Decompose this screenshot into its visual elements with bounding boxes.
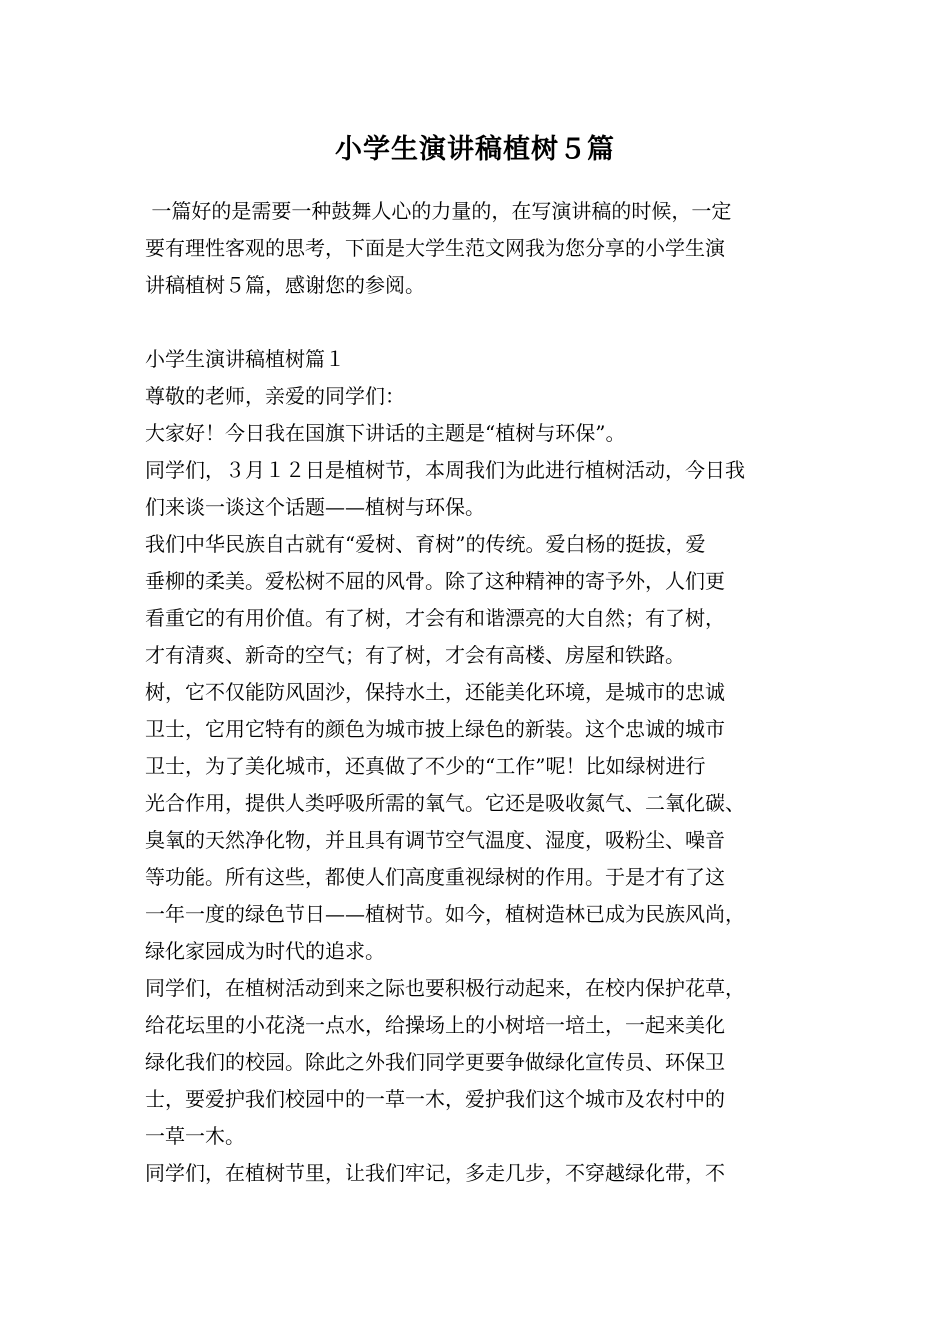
body-line: 看重它的有用价值。有了树，才会有和谐漂亮的大自然；有了树， (145, 606, 725, 630)
body-line: 树，它不仅能防风固沙，保持水土，还能美化环境，是城市的忠诚 (145, 680, 725, 704)
body-line: 大家好！今日我在国旗下讲话的主题是“植树与环保”。 (145, 421, 626, 445)
body-line: 我们中华民族自古就有“爱树、育树”的传统。爱白杨的挺拔，爱 (145, 532, 706, 556)
body-line: 卫士，为了美化城市，还真做了不少的“工作”呢！比如绿树进行 (145, 754, 706, 778)
body-line: 光合作用，提供人类呼吸所需的氧气。它还是吸收氮气、二氧化碳、 (145, 791, 745, 815)
body-line: 卫士，它用它特有的颜色为城市披上绿色的新装。这个忠诚的城市 (145, 717, 725, 741)
body-line: 士，要爱护我们校园中的一草一木，爱护我们这个城市及农村中的 (145, 1087, 725, 1111)
body-line: 臭氧的天然净化物，并且具有调节空气温度、湿度，吸粉尘、噪音 (145, 828, 725, 852)
intro-line: 一篇好的是需要一种鼓舞人心的力量的，在写演讲稿的时候，一定 (145, 199, 732, 223)
body-line: 一年一度的绿色节日——植树节。如今，植树造林已成为民族风尚， (145, 902, 745, 926)
intro-line: 要有理性客观的思考，下面是大学生范文网我为您分享的小学生演 (145, 236, 725, 260)
body-line: 等功能。所有这些，都使人们高度重视绿树的作用。于是才有了这 (145, 865, 725, 889)
body-line: 同学们，在植树节里，让我们牢记，多走几步，不穿越绿化带，不 (145, 1161, 725, 1185)
body-line: 们来谈一谈这个话题——植树与环保。 (145, 495, 485, 519)
body-line: 才有清爽、新奇的空气；有了树，才会有高楼、房屋和铁路。 (145, 643, 685, 667)
body-line: 尊敬的老师，亲爱的同学们： (145, 384, 405, 408)
body-line: 一草一木。 (145, 1124, 245, 1148)
body-line: 垂柳的柔美。爱松树不屈的风骨。除了这种精神的寄予外，人们更 (145, 569, 725, 593)
body-line: 同学们，在植树活动到来之际也要积极行动起来，在校内保护花草， (145, 976, 745, 1000)
document-title: 小学生演讲稿植树５篇 (335, 134, 615, 165)
body-line: 绿化我们的校园。除此之外我们同学更要争做绿化宣传员、环保卫 (145, 1050, 725, 1074)
intro-line: 讲稿植树５篇，感谢您的参阅。 (145, 273, 425, 297)
body-line: 同学们，３月１２日是植树节，本周我们为此进行植树活动，今日我 (145, 458, 745, 482)
body-line: 给花坛里的小花浇一点水，给操场上的小树培一培土，一起来美化 (145, 1013, 725, 1037)
body-line: 绿化家园成为时代的追求。 (145, 939, 385, 963)
section-heading: 小学生演讲稿植树篇１ (145, 347, 345, 371)
